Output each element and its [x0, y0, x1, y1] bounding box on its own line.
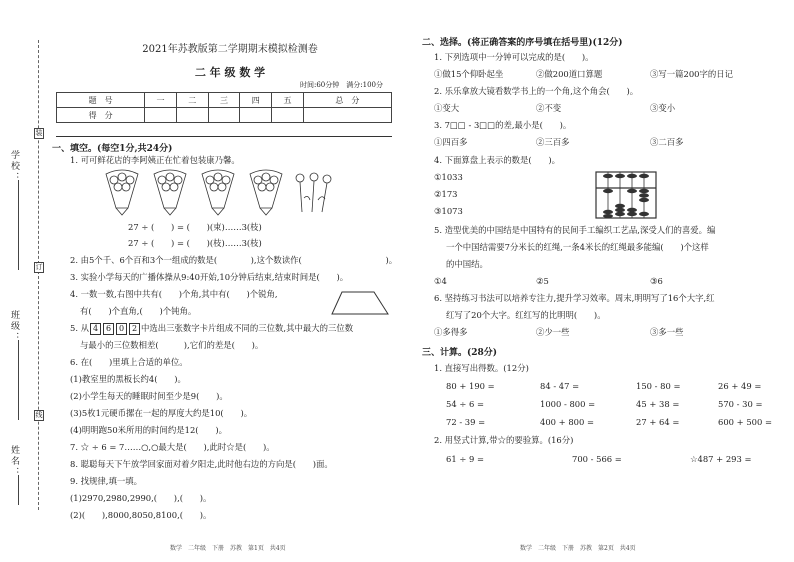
choice-option: ①做15个仰卧起坐 — [434, 69, 504, 79]
page1-footer: 数学 二年级 下册 苏教 第1页 共4页 — [170, 545, 286, 552]
trapezoid-figure — [330, 290, 390, 316]
class-underline — [18, 340, 19, 420]
choice-option: ③写一篇200字的日记 — [650, 69, 733, 79]
score-cell[interactable] — [272, 108, 304, 123]
question-4-line2: 有( )个直角,( )个钝角。 — [80, 306, 197, 316]
oral-calc-item: 84 - 47 = — [540, 381, 580, 391]
question-4: 4. 一数一数,右图中共有( )个角,其中有( )个锐角, — [70, 289, 278, 299]
calc-sub1: 1. 直接写出得数。(12分) — [434, 363, 529, 373]
bouquet-icon — [250, 170, 282, 215]
bouquet-icon — [154, 170, 186, 215]
score-cell[interactable] — [176, 108, 208, 123]
question-1: 1. 可可鲜花店的李阿姨正在忙着包装康乃馨。 — [70, 155, 240, 165]
binding-mark: 订 — [35, 263, 43, 271]
oral-calc-item: 600 + 500 = — [718, 417, 772, 427]
flower-bouquets-illustration — [94, 168, 354, 216]
choice-question-6: 6. 坚持练习书法可以培养专注力,提升学习效率。周末,明明写了16个大字,红 — [434, 293, 715, 303]
question-6: 6. 在( )里填上合适的单位。 — [70, 357, 188, 367]
oral-calc-item: 80 + 190 = — [446, 381, 495, 391]
choice-question-5-line2: 一个中国结需要7分米长的红绳,一条4米长的红绳最多能编( )个这样 — [446, 242, 709, 252]
choice-option: ①多得多 — [434, 327, 468, 337]
written-calc-item: 700 - 566 = — [572, 454, 622, 464]
question-6-1: (1)教室里的黑板长约4( )。 — [70, 374, 186, 384]
oral-calc-item: 26 + 49 = — [718, 381, 762, 391]
oral-calc-item: 45 + 38 = — [636, 399, 680, 409]
bouquet-icon — [202, 170, 234, 215]
choice-question-6-line2: 红写了20个大字。红红写的比明明( )。 — [446, 310, 606, 320]
score-header: 四 — [240, 93, 272, 108]
oral-calc-item: 72 - 39 = — [446, 417, 486, 427]
score-header: 一 — [145, 93, 177, 108]
choice-question-5-line3: 的中国结。 — [446, 259, 488, 269]
score-row-label: 得 分 — [57, 108, 145, 123]
score-cell[interactable] — [145, 108, 177, 123]
score-header: 二 — [176, 93, 208, 108]
binding-mark: 线 — [35, 411, 43, 419]
question-5 — [70, 323, 353, 335]
question-2: 2. 由5个千、6个百和3个一组成的数是( ),这个数读作( )。 — [70, 255, 398, 265]
question-1-line1: 27 ÷ ( ) = ( )(束)……3(枝) — [128, 222, 262, 232]
choice-question-1: 1. 下列选项中一分钟可以完成的是( )。 — [434, 52, 594, 62]
written-calc-item: ☆487 + 293 = — [690, 454, 752, 464]
choice-option: ③6 — [650, 276, 663, 286]
choice-option: ②不变 — [536, 103, 562, 113]
digit-card: 2 — [129, 323, 140, 335]
choice-option: ①变大 — [434, 103, 460, 113]
score-table — [56, 92, 392, 123]
choice-option: ①4 — [434, 276, 447, 286]
section-divider — [56, 136, 392, 137]
class-label: 班级： — [9, 310, 19, 343]
oral-calc-item: 400 + 800 = — [540, 417, 594, 427]
score-cell[interactable] — [240, 108, 272, 123]
oral-calc-item: 1000 - 800 = — [540, 399, 596, 409]
choice-question-3: 3. 7□□ - 3□□的差,最小是( )。 — [434, 120, 572, 130]
question-1-line2: 27 ÷ ( ) = ( )(枝)……3(枝) — [128, 238, 262, 248]
choice-option: ②5 — [536, 276, 549, 286]
question-9-1: (1)2970,2980,2990,( ),( )。 — [70, 493, 212, 503]
question-6-4: (4)明明跑50米所用的时间约是12( )。 — [70, 425, 227, 435]
choice-option: ②三百多 — [536, 137, 570, 147]
choice-option: ③变小 — [650, 103, 676, 113]
name-label: 姓名： — [9, 445, 19, 478]
choice-option: ②少一些 — [536, 327, 570, 337]
question-5-prefix: 5. 从 — [70, 323, 90, 333]
choice-option: ②173 — [434, 189, 458, 199]
question-5-line2: 与最小的三位数相差( ),它们的差是( )。 — [80, 340, 264, 350]
question-6-3: (3)5枚1元硬币摞在一起的厚度大约是10( )。 — [70, 408, 253, 418]
choice-option: ③多一些 — [650, 327, 684, 337]
section3-heading: 三、计算。(28分) — [422, 348, 498, 358]
score-header: 五 — [272, 93, 304, 108]
name-underline — [18, 475, 19, 505]
score-cell[interactable] — [208, 108, 240, 123]
oral-calc-item: 54 ÷ 6 = — [446, 399, 485, 409]
exam-title: 2021年苏教版第二学期期末模拟检测卷 — [142, 44, 318, 55]
written-calc-item: 61 ÷ 9 = — [446, 454, 485, 464]
binding-line — [38, 40, 39, 510]
digit-card: 6 — [103, 323, 114, 335]
oral-calc-item: 570 - 30 = — [718, 399, 763, 409]
subject-title: 二 年 级 数 学 — [194, 66, 266, 79]
school-underline — [18, 180, 19, 270]
question-3: 3. 实验小学每天的广播体操从9:40开始,10分钟后结束,结束时间是( )。 — [70, 272, 349, 282]
oral-calc-item: 27 + 64 = — [636, 417, 680, 427]
choice-question-2: 2. 乐乐拿放大镜看数学书上的一个角,这个角会( )。 — [434, 86, 639, 96]
digit-card: 4 — [90, 323, 101, 335]
question-9: 9. 找规律,填一填。 — [70, 476, 142, 486]
binding-mark: 装 — [35, 129, 43, 137]
oral-calc-item: 150 - 80 = — [636, 381, 681, 391]
choice-option: ③二百多 — [650, 137, 684, 147]
digit-card: 0 — [116, 323, 127, 335]
score-header: 题 号 — [57, 93, 145, 108]
choice-option: ①1033 — [434, 172, 463, 182]
calc-sub2: 2. 用竖式计算,带☆的要验算。(16分) — [434, 435, 574, 445]
school-label: 学校： — [9, 150, 19, 183]
question-6-2: (2)小学生每天的睡眠时间至少是9( )。 — [70, 391, 228, 401]
question-9-2: (2)( ),8000,8050,8100,( )。 — [70, 510, 212, 520]
section1-heading: 一、填空。(每空1分,共24分) — [52, 144, 173, 154]
single-flowers-icon — [296, 173, 331, 212]
score-header: 三 — [208, 93, 240, 108]
question-7: 7. ☆ ÷ 6 = 7……○,○最大是( ),此时☆是( )。 — [70, 442, 275, 452]
question-5-text: 中选出三张数字卡片组成不同的三位数,其中最大的三位数 — [141, 323, 354, 333]
choice-option: ③1073 — [434, 206, 463, 216]
section2-heading: 二、选择。(将正确答案的序号填在括号里)(12分) — [422, 38, 623, 48]
question-8: 8. 聪聪每天下午放学回家面对着夕阳走,此时他右边的方向是( )面。 — [70, 459, 333, 469]
choice-question-5: 5. 造型优美的中国结是中国特有的民间手工编织工艺品,深受人们的喜爱。编 — [434, 225, 716, 235]
time-info: 时间:60分钟 满分:100分 — [300, 81, 383, 89]
page2-footer: 数学 二年级 下册 苏教 第2页 共4页 — [520, 545, 636, 552]
choice-option: ①四百多 — [434, 137, 468, 147]
score-cell[interactable] — [303, 108, 391, 123]
abacus-figure — [594, 170, 658, 220]
choice-option: ②做200道口算题 — [536, 69, 603, 79]
bouquet-icon — [106, 170, 138, 215]
choice-question-4: 4. 下面算盘上表示的数是( )。 — [434, 155, 561, 165]
score-header: 总 分 — [303, 93, 391, 108]
